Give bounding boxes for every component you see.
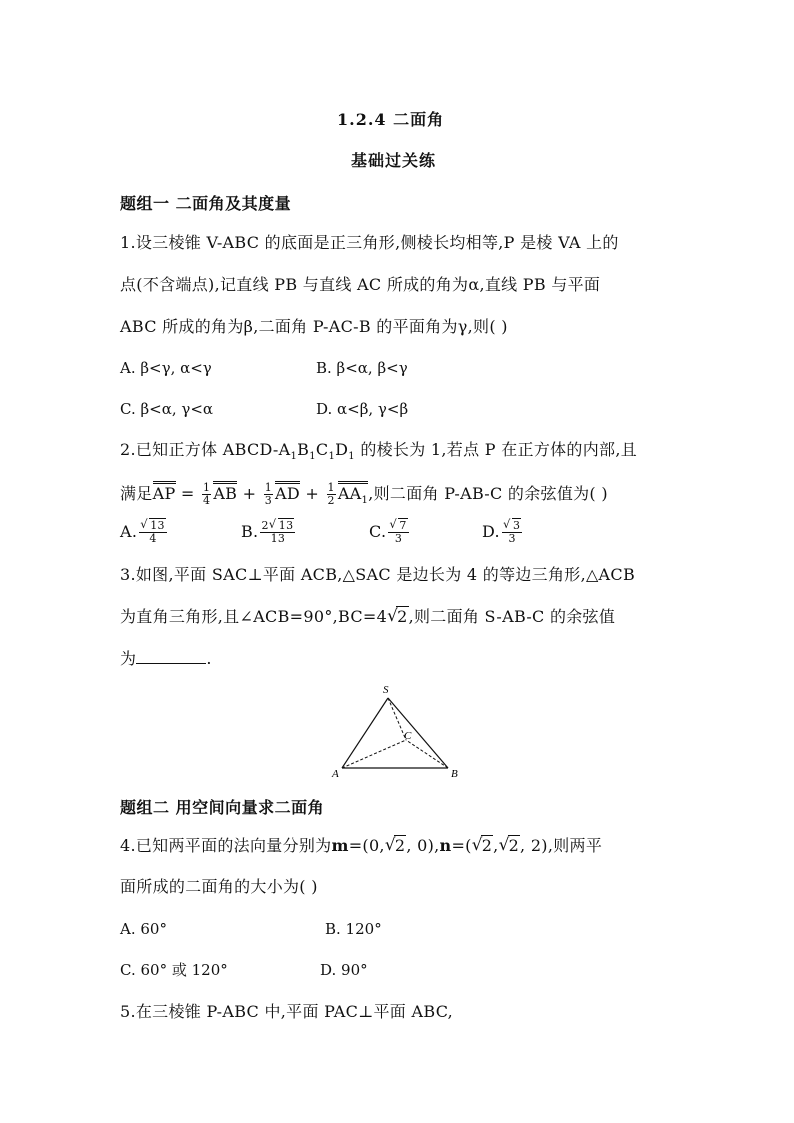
q2-sub: 1	[328, 451, 336, 463]
q2-vertex: D	[335, 440, 349, 459]
q2-vertex: C	[315, 440, 329, 459]
q4-option-c: C. 60° 或 120°	[120, 961, 228, 979]
vertex-label-c: C	[404, 730, 412, 742]
fraction-numerator	[260, 520, 295, 533]
sqrt-radicand: 2	[508, 836, 520, 855]
q2-vertex: B	[297, 440, 310, 459]
sqrt	[140, 520, 166, 532]
sqrt	[503, 520, 521, 532]
sqrt-radicand: 13	[278, 519, 294, 532]
fraction-numerator	[388, 520, 408, 533]
fraction-denominator: 3	[508, 532, 516, 545]
option-fraction	[260, 520, 295, 545]
sqrt-radicand: 2	[394, 836, 406, 855]
fraction-denominator: 4	[149, 532, 157, 545]
section-heading-group2: 题组二 用空间向量求二面角	[120, 798, 325, 817]
sqrt	[389, 520, 407, 532]
fraction-numerator	[502, 520, 522, 533]
q2-line2-suffix: ,则二面角 P-AB-C 的余弦值为( )	[368, 484, 608, 503]
answer-blank[interactable]	[136, 649, 206, 664]
q1-option-a: A. β<γ, α<γ	[120, 359, 212, 377]
q3-line2-prefix: 为直角三角形,且∠ACB=90°,BC=4	[120, 607, 388, 626]
q2-sub: 1	[290, 451, 298, 463]
sqrt-radicand: 2	[397, 607, 408, 626]
q1-line3: ABC 所成的角为β,二面角 P-AC-B 的平面角为γ,则( )	[120, 317, 508, 336]
vertex-label-a: A	[332, 768, 339, 780]
option-label: A.	[120, 522, 138, 541]
vector-aa1	[338, 484, 368, 511]
q2-option-c	[369, 520, 411, 545]
q4-option-b: B. 120°	[325, 920, 382, 938]
q2-line1	[120, 440, 637, 467]
section-heading-group1: 题组一 二面角及其度量	[120, 194, 292, 213]
plus-sign: +	[300, 484, 325, 503]
q4-line1-suffix: , 2),则两平	[520, 836, 603, 855]
sqrt	[472, 836, 493, 856]
fraction-denominator: 3	[394, 532, 403, 545]
fraction-numerator	[139, 520, 167, 533]
q3-line3-prefix: 为	[120, 649, 137, 668]
q4-line1-prefix: 4.已知两平面的法向量分别为	[120, 836, 332, 855]
vector-aa1-sub: 1	[361, 495, 369, 507]
q3-line2	[120, 607, 615, 627]
sqrt	[499, 836, 520, 856]
separator: ,	[493, 836, 499, 855]
q1-line1: 1.设三棱锥 V-ABC 的底面是正三角形,侧棱长均相等,P 是棱 VA 上的	[120, 233, 619, 252]
option-label: D.	[482, 522, 500, 541]
page-subtitle: 基础过关练	[351, 151, 437, 170]
sqrt-radicand: 7	[399, 519, 407, 532]
option-fraction	[139, 520, 167, 545]
fraction-third	[264, 482, 273, 507]
fraction-numerator: 1	[203, 481, 211, 494]
edge-sb	[388, 698, 448, 768]
q2-line1-suffix: 的棱长为 1,若点 P 在正方体的内部,且	[354, 440, 637, 459]
fraction-numerator: 1	[264, 481, 273, 494]
vector-ap: AP	[152, 484, 176, 503]
q4-option-d: D. 90°	[320, 961, 368, 979]
vertex-label-s: S	[383, 684, 389, 696]
option-label: C.	[369, 522, 387, 541]
q2-sub: 1	[348, 451, 355, 463]
fraction-denominator: 3	[264, 494, 273, 507]
equals-sign: =	[175, 484, 201, 503]
pyramid-figure	[330, 682, 470, 782]
q2-line2-prefix: 满足	[120, 484, 153, 503]
q2-option-b	[241, 520, 297, 545]
sqrt	[387, 607, 408, 627]
fraction-denominator: 4	[203, 494, 211, 507]
sqrt-radicand: 13	[150, 519, 165, 532]
q3-line3	[120, 649, 212, 669]
vector-n: n	[439, 836, 452, 855]
sqrt	[385, 836, 406, 856]
q2-sub: 1	[309, 451, 316, 463]
q1-option-d: D. α<β, γ<β	[316, 400, 409, 418]
fraction-quarter	[202, 482, 211, 507]
vector-m-value-end: , 0),	[406, 836, 440, 855]
q4-line2: 面所成的二面角的大小为( )	[120, 877, 318, 896]
q4-line1	[120, 836, 602, 856]
q2-line2	[120, 482, 608, 511]
option-fraction	[502, 520, 522, 545]
q4-option-a: A. 60°	[120, 920, 167, 938]
fraction-denominator: 13	[270, 532, 286, 545]
vector-ad: AD	[275, 484, 301, 503]
option-label: B.	[241, 522, 259, 541]
vector-n-value: =(	[451, 836, 472, 855]
q1-line2: 点(不含端点),记直线 PB 与直线 AC 所成的角为α,直线 PB 与平面	[120, 275, 601, 294]
q3-line3-suffix: .	[206, 649, 212, 668]
sqrt-radicand: 2	[481, 836, 493, 855]
coefficient: 2	[261, 519, 269, 532]
q5-line1: 5.在三棱锥 P-ABC 中,平面 PAC⊥平面 ABC,	[120, 1002, 454, 1021]
q2-option-a	[120, 520, 169, 545]
q1-option-c: C. β<α, γ<α	[120, 400, 214, 418]
page-title: 1.2.4 二面角	[337, 110, 445, 129]
q3-line1: 3.如图,平面 SAC⊥平面 ACB,△SAC 是边长为 4 的等边三角形,△ACB	[120, 565, 636, 584]
q1-option-b: B. β<α, β<γ	[316, 359, 408, 377]
option-fraction	[388, 520, 408, 545]
vector-m: m	[331, 836, 349, 855]
q3-line2-suffix: ,则二面角 S-AB-C 的余弦值	[408, 607, 616, 626]
fraction-half	[327, 482, 336, 507]
vector-ab: AB	[213, 484, 238, 503]
q2-option-d	[482, 520, 524, 545]
fraction-numerator: 1	[327, 481, 335, 494]
vertex-label-b: B	[451, 768, 458, 780]
sqrt-radicand: 3	[512, 519, 521, 532]
vector-m-value: =(0,	[348, 836, 385, 855]
plus-sign: +	[237, 484, 262, 503]
sqrt	[269, 520, 295, 532]
q2-line1-prefix: 2.已知正方体 ABCD-A	[120, 440, 291, 459]
fraction-denominator: 2	[327, 494, 335, 507]
vector-aa1-base: AA	[337, 484, 362, 503]
